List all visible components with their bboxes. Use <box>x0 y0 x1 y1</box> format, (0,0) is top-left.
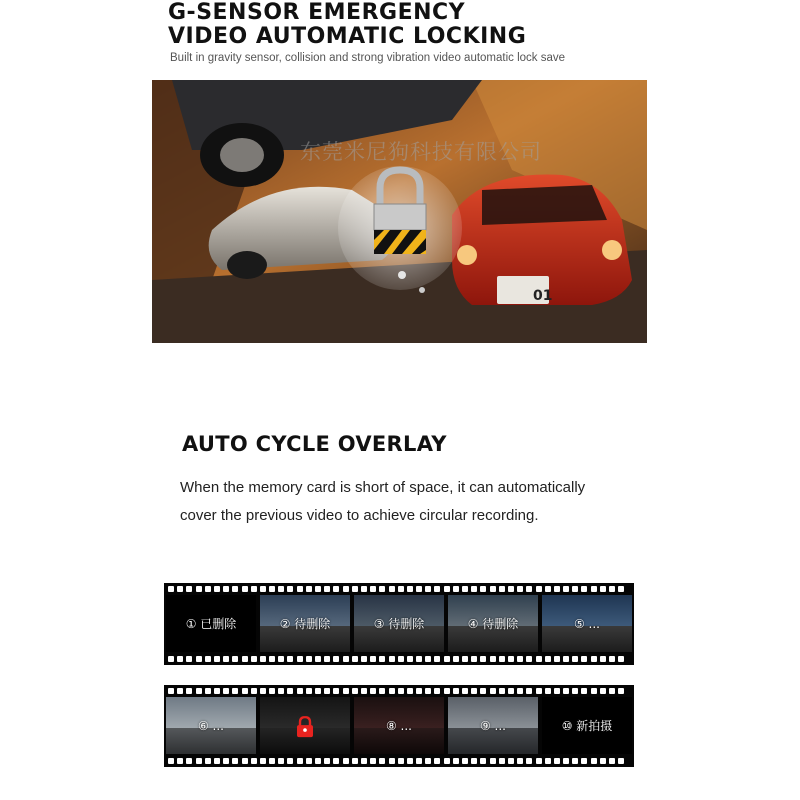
cycle-desc-line2: cover the previous video to achieve circular recording. <box>180 507 539 524</box>
sprocket-hole <box>168 758 174 764</box>
sprocket-hole <box>499 586 505 592</box>
sprocket-hole <box>297 586 303 592</box>
sprocket-hole <box>278 758 284 764</box>
sprocket-hole <box>453 586 459 592</box>
sprocket-hole <box>306 688 312 694</box>
sprocket-hole <box>177 656 183 662</box>
sprocket-hole <box>490 586 496 592</box>
sprocket-hole <box>425 688 431 694</box>
sprocket-hole <box>572 656 578 662</box>
sprocket-hole <box>232 656 238 662</box>
film-frame <box>448 595 538 652</box>
sprocket-hole <box>196 688 202 694</box>
sprocket-hole <box>545 758 551 764</box>
sprocket-hole <box>591 656 597 662</box>
sprocket-hole <box>508 656 514 662</box>
sprocket-hole <box>324 656 330 662</box>
sprocket-hole <box>269 758 275 764</box>
sprocket-hole <box>572 688 578 694</box>
film-frame <box>166 595 256 652</box>
sprocket-hole <box>287 758 293 764</box>
sprocket-hole <box>214 758 220 764</box>
film-frame <box>166 697 256 754</box>
sprocket-hole <box>517 688 523 694</box>
sprocket-hole <box>352 656 358 662</box>
sprocket-hole <box>251 758 257 764</box>
sprocket-hole <box>389 758 395 764</box>
sprocket-hole <box>315 656 321 662</box>
sprocket-hole <box>591 758 597 764</box>
sprocket-hole <box>536 758 542 764</box>
sprocket-hole <box>251 586 257 592</box>
sprocket-hole <box>205 586 211 592</box>
sprocket-hole <box>434 586 440 592</box>
sprocket-hole <box>526 688 532 694</box>
sprocket-hole <box>563 758 569 764</box>
sprocket-hole <box>536 688 542 694</box>
sprocket-hole <box>416 656 422 662</box>
sprocket-hole <box>444 586 450 592</box>
sprocket-hole <box>398 758 404 764</box>
sprocket-hole <box>609 656 615 662</box>
sprocket-hole <box>186 586 192 592</box>
sprocket-hole <box>370 586 376 592</box>
sprocket-hole <box>343 586 349 592</box>
sprocket-hole <box>324 688 330 694</box>
sprocket-hole <box>278 688 284 694</box>
sprocket-hole <box>177 586 183 592</box>
sprocket-hole <box>333 656 339 662</box>
sprocket-hole <box>526 758 532 764</box>
sprocket-hole <box>379 586 385 592</box>
sprocket-hole <box>425 758 431 764</box>
sprocket-hole <box>581 758 587 764</box>
sprocket-hole <box>343 656 349 662</box>
sprocket-hole <box>343 688 349 694</box>
sprocket-hole <box>444 656 450 662</box>
frame-label: ⑥ ... <box>197 718 224 733</box>
sprocket-holes-bottom <box>168 656 630 662</box>
sprocket-hole <box>508 586 514 592</box>
sprocket-hole <box>398 656 404 662</box>
sprocket-hole <box>278 656 284 662</box>
sprocket-hole <box>232 758 238 764</box>
sprocket-hole <box>407 586 413 592</box>
sprocket-hole <box>361 688 367 694</box>
sprocket-hole <box>186 758 192 764</box>
frame-label: ⑧ ... <box>385 718 412 733</box>
sprocket-hole <box>591 586 597 592</box>
sprocket-hole <box>324 758 330 764</box>
sprocket-holes-top <box>168 586 630 592</box>
sprocket-hole <box>499 688 505 694</box>
sprocket-hole <box>223 688 229 694</box>
sprocket-hole <box>526 656 532 662</box>
sprocket-hole <box>563 656 569 662</box>
film-strip-2 <box>164 685 634 767</box>
sprocket-hole <box>196 758 202 764</box>
sprocket-hole <box>499 656 505 662</box>
sprocket-hole <box>600 586 606 592</box>
sprocket-hole <box>462 656 468 662</box>
sprocket-hole <box>370 656 376 662</box>
sprocket-hole <box>462 586 468 592</box>
sprocket-hole <box>609 758 615 764</box>
sprocket-hole <box>242 586 248 592</box>
sprocket-hole <box>545 688 551 694</box>
sprocket-hole <box>600 688 606 694</box>
sprocket-hole <box>444 688 450 694</box>
film-frame <box>260 595 350 652</box>
sprocket-hole <box>471 688 477 694</box>
sprocket-hole <box>297 758 303 764</box>
sprocket-hole <box>490 656 496 662</box>
film-frame <box>260 697 350 754</box>
gsensor-subtitle: Built in gravity sensor, collision and strong vibration video automatic lock save <box>170 52 566 64</box>
sprocket-hole <box>618 688 624 694</box>
sprocket-hole <box>287 688 293 694</box>
sprocket-hole <box>278 586 284 592</box>
sprocket-hole <box>545 656 551 662</box>
sprocket-hole <box>260 688 266 694</box>
sprocket-hole <box>490 758 496 764</box>
sprocket-hole <box>287 656 293 662</box>
license-plate-text: 01 <box>533 288 553 304</box>
sprocket-hole <box>434 656 440 662</box>
sprocket-holes-bottom <box>168 758 630 764</box>
sprocket-hole <box>361 758 367 764</box>
sprocket-hole <box>572 586 578 592</box>
sprocket-hole <box>434 758 440 764</box>
sprocket-hole <box>407 758 413 764</box>
sprocket-hole <box>572 758 578 764</box>
sprocket-hole <box>352 586 358 592</box>
sprocket-hole <box>591 688 597 694</box>
sprocket-hole <box>480 656 486 662</box>
sprocket-hole <box>389 688 395 694</box>
sprocket-hole <box>260 656 266 662</box>
sprocket-hole <box>471 758 477 764</box>
sprocket-hole <box>269 656 275 662</box>
frame-label: ② 待删除 <box>279 617 331 631</box>
sprocket-hole <box>600 656 606 662</box>
sprocket-hole <box>177 688 183 694</box>
sprocket-hole <box>407 656 413 662</box>
sprocket-hole <box>177 758 183 764</box>
sprocket-hole <box>269 586 275 592</box>
frame-label: ③ 待删除 <box>373 617 425 631</box>
sprocket-hole <box>618 586 624 592</box>
sprocket-hole <box>389 586 395 592</box>
sprocket-hole <box>453 688 459 694</box>
sprocket-hole <box>214 688 220 694</box>
sprocket-hole <box>536 656 542 662</box>
sprocket-hole <box>242 656 248 662</box>
sprocket-hole <box>333 758 339 764</box>
sprocket-hole <box>618 758 624 764</box>
sprocket-hole <box>306 586 312 592</box>
sprocket-hole <box>333 688 339 694</box>
sprocket-hole <box>379 656 385 662</box>
sprocket-hole <box>297 688 303 694</box>
sprocket-hole <box>517 586 523 592</box>
sprocket-hole <box>471 586 477 592</box>
film-frame <box>354 697 444 754</box>
sprocket-hole <box>251 656 257 662</box>
sprocket-hole <box>214 586 220 592</box>
sprocket-hole <box>333 586 339 592</box>
sprocket-hole <box>196 656 202 662</box>
sprocket-hole <box>370 688 376 694</box>
cycle-desc-line1: When the memory card is short of space, it can automatically <box>180 479 586 496</box>
sprocket-hole <box>517 758 523 764</box>
sprocket-hole <box>343 758 349 764</box>
sprocket-hole <box>609 688 615 694</box>
sprocket-hole <box>389 656 395 662</box>
sprocket-hole <box>352 688 358 694</box>
sprocket-hole <box>453 656 459 662</box>
sprocket-hole <box>232 586 238 592</box>
sprocket-hole <box>324 586 330 592</box>
sprocket-hole <box>554 688 560 694</box>
sprocket-hole <box>398 688 404 694</box>
frame-label: ⑤ ... <box>573 616 600 631</box>
sprocket-hole <box>361 586 367 592</box>
sprocket-hole <box>508 758 514 764</box>
sprocket-hole <box>223 586 229 592</box>
watermark-text: 东莞米尼狗科技有限公司 <box>300 141 542 164</box>
sprocket-hole <box>260 586 266 592</box>
sprocket-holes-top <box>168 688 630 694</box>
sprocket-hole <box>600 758 606 764</box>
sprocket-hole <box>168 656 174 662</box>
sprocket-hole <box>205 688 211 694</box>
frame-label: ⑩ 新拍摄 <box>561 719 613 733</box>
sprocket-hole <box>471 656 477 662</box>
sprocket-hole <box>168 688 174 694</box>
sprocket-hole <box>214 656 220 662</box>
sprocket-hole <box>205 656 211 662</box>
sprocket-hole <box>315 586 321 592</box>
sprocket-hole <box>297 656 303 662</box>
film-frame <box>354 595 444 652</box>
sprocket-hole <box>315 758 321 764</box>
sprocket-hole <box>416 688 422 694</box>
sprocket-hole <box>398 586 404 592</box>
sprocket-hole <box>526 586 532 592</box>
sprocket-hole <box>563 586 569 592</box>
crash-hero-image <box>152 80 647 343</box>
sprocket-hole <box>232 688 238 694</box>
sprocket-hole <box>480 586 486 592</box>
frame-label: ④ 待删除 <box>467 617 519 631</box>
sprocket-hole <box>223 656 229 662</box>
sprocket-hole <box>499 758 505 764</box>
frame-label: ⑨ ... <box>479 718 506 733</box>
sprocket-hole <box>554 758 560 764</box>
frame-label: ① 已删除 <box>185 617 237 631</box>
sprocket-hole <box>306 758 312 764</box>
sprocket-hole <box>508 688 514 694</box>
sprocket-hole <box>361 656 367 662</box>
sprocket-hole <box>168 586 174 592</box>
film-frame <box>542 595 632 652</box>
sprocket-hole <box>416 758 422 764</box>
sprocket-hole <box>370 758 376 764</box>
sprocket-hole <box>205 758 211 764</box>
sprocket-hole <box>581 656 587 662</box>
sprocket-hole <box>416 586 422 592</box>
sprocket-hole <box>260 758 266 764</box>
sprocket-hole <box>352 758 358 764</box>
sprocket-hole <box>490 688 496 694</box>
sprocket-hole <box>480 758 486 764</box>
sprocket-hole <box>269 688 275 694</box>
sprocket-hole <box>287 586 293 592</box>
sprocket-hole <box>444 758 450 764</box>
sprocket-hole <box>545 586 551 592</box>
film-frame <box>542 697 632 754</box>
sprocket-hole <box>618 656 624 662</box>
film-strip-1 <box>164 583 634 665</box>
sprocket-hole <box>223 758 229 764</box>
sprocket-hole <box>434 688 440 694</box>
sprocket-hole <box>306 656 312 662</box>
sprocket-hole <box>581 586 587 592</box>
cycle-overlay-title: AUTO CYCLE OVERLAY <box>182 432 447 456</box>
sprocket-hole <box>242 688 248 694</box>
sprocket-hole <box>379 758 385 764</box>
sprocket-hole <box>315 688 321 694</box>
sprocket-hole <box>186 656 192 662</box>
sprocket-hole <box>517 656 523 662</box>
sprocket-hole <box>407 688 413 694</box>
sprocket-hole <box>462 758 468 764</box>
sprocket-hole <box>425 586 431 592</box>
sprocket-hole <box>379 688 385 694</box>
sprocket-hole <box>554 656 560 662</box>
sprocket-hole <box>186 688 192 694</box>
sprocket-hole <box>453 758 459 764</box>
sprocket-hole <box>425 656 431 662</box>
sprocket-hole <box>609 586 615 592</box>
sprocket-hole <box>554 586 560 592</box>
sprocket-hole <box>581 688 587 694</box>
sprocket-hole <box>563 688 569 694</box>
sprocket-hole <box>536 586 542 592</box>
red-lock-icon <box>296 716 314 738</box>
film-frame <box>448 697 538 754</box>
gsensor-title-line2: VIDEO AUTOMATIC LOCKING <box>168 24 527 49</box>
sprocket-hole <box>462 688 468 694</box>
gsensor-title-line1: G-SENSOR EMERGENCY <box>168 0 466 25</box>
sprocket-hole <box>242 758 248 764</box>
sprocket-hole <box>251 688 257 694</box>
sprocket-hole <box>480 688 486 694</box>
sprocket-hole <box>196 586 202 592</box>
